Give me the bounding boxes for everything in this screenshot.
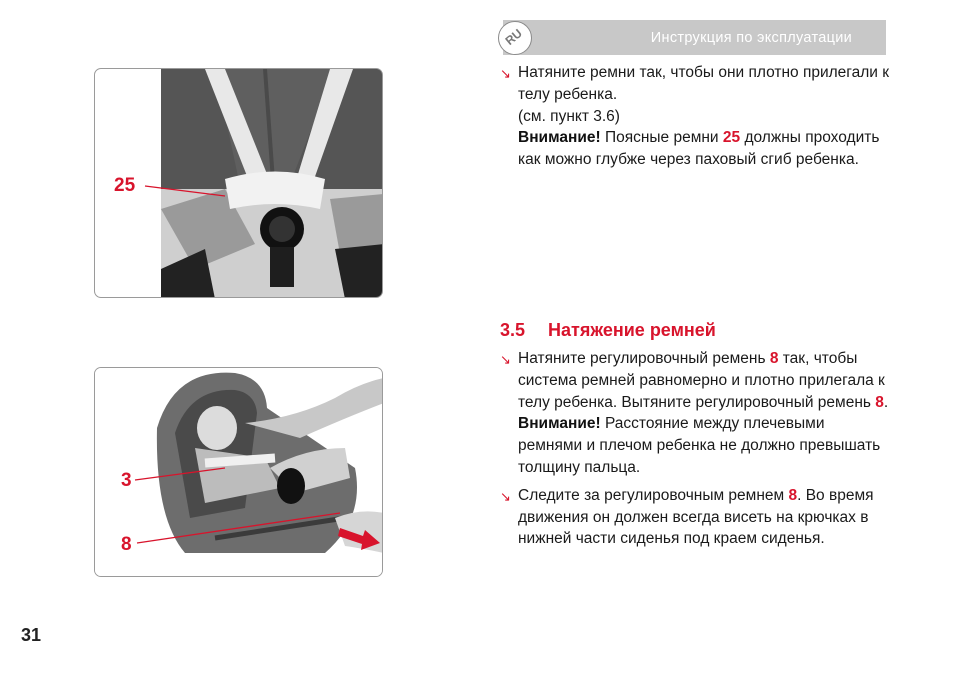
bullet-arrow-icon: ↘	[500, 488, 511, 504]
section-title: Натяжение ремней	[548, 320, 716, 340]
para-2-mid: так, чтобы система ремней равномерно и плотно прилегала к телу ребенка. Вытяните регулировочный ремень	[518, 350, 885, 411]
warning-text-pre: Поясные ремни	[600, 129, 723, 147]
language-badge-label: RU	[502, 26, 525, 48]
figure-harness-bottom	[94, 367, 383, 577]
ref-8: 8	[875, 393, 884, 411]
warning-label: Внимание!	[518, 129, 601, 147]
para-2-pre: Натяните регулировочный ремень	[518, 350, 770, 367]
instruction-block-1	[500, 62, 890, 177]
page-number: 31	[21, 625, 42, 645]
para-3-post: . Во время движения он должен всегда висеть на крючках в нижней части сиденья под краем сиденья.	[518, 486, 874, 548]
instruction-block-2	[500, 348, 890, 556]
para-1-text: Натяните ремни так, чтобы они плотно прилегали к телу ребенка.	[518, 64, 890, 103]
header-title: Инструкция по эксплуатации	[650, 30, 852, 46]
ref-8: 8	[769, 350, 779, 367]
warning-text-post: должны проходить как можно глубже через паховый сгиб ребенка.	[518, 129, 880, 169]
header-bar	[503, 20, 886, 55]
ref-25: 25	[722, 129, 741, 147]
language-badge	[498, 21, 532, 55]
callout-8: 8	[121, 534, 132, 555]
para-3-pre: Следите за регулировочным ремнем	[518, 486, 789, 504]
warning-label: Внимание!	[518, 415, 601, 433]
section-heading	[500, 320, 716, 341]
figure-harness-top	[94, 68, 383, 298]
harness-illustration	[95, 69, 383, 298]
para-1-ref: (см. пункт 3.6)	[518, 107, 620, 125]
instruction-para-3	[500, 485, 890, 550]
para-2-post: .	[883, 393, 889, 411]
callout-25: 25	[114, 175, 136, 196]
callout-3: 3	[121, 470, 132, 491]
warning-text: Расстояние между плечевыми ремнями и плечом ребенка не должно превышать толщину пальца.	[518, 415, 881, 476]
section-number: 3.5	[500, 320, 526, 340]
instruction-para-2	[500, 348, 890, 479]
instruction-para-1	[500, 62, 890, 171]
bullet-arrow-icon: ↘	[500, 66, 511, 81]
bullet-arrow-icon: ↘	[500, 352, 511, 367]
ref-8: 8	[788, 486, 798, 504]
seat-illustration	[95, 368, 383, 577]
